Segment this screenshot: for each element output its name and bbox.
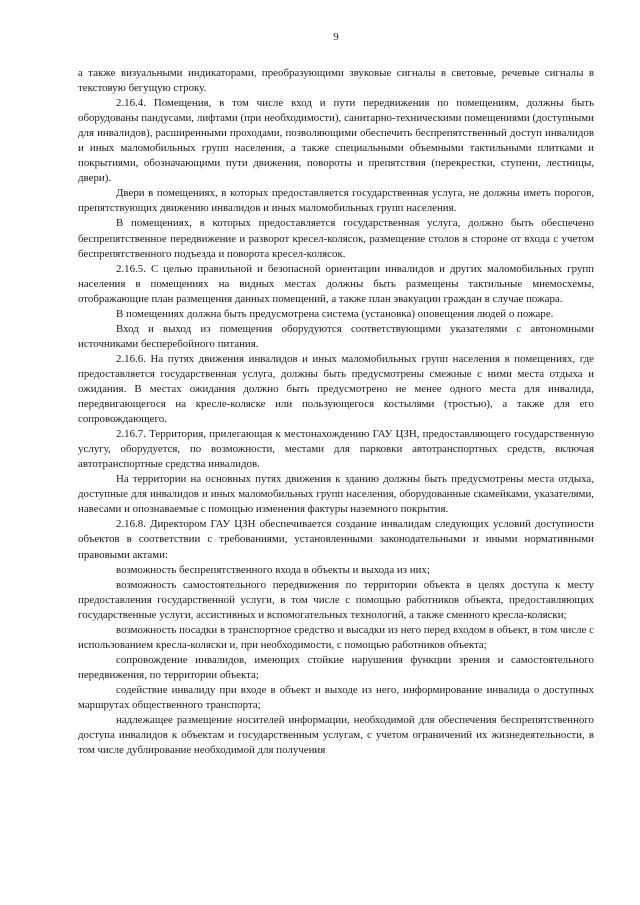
- list-item-assistance: содействие инвалиду при входе в объект и выходе из него, информирование инвалида о доступных маршрутах общественного транспорта;: [78, 683, 594, 711]
- paragraph-wheelchair-movement: В помещениях, в которых предоставляется государственная услуга, должно быть обеспечено беспрепятственное передвижение и разворот кресел-колясок, размещение столов в стороне от входа с учетом беспрепятственного подъезда и поворота кресел-колясок.: [78, 217, 594, 260]
- paragraph-2-16-4: 2.16.4. Помещения, в том числе вход и пути передвижения по помещениям, должны быть оборудованы пандусами, лифтами (при необходимости), санитарно-техническими помещениями (доступными для инвалидов), расширенными проходами, позволяющими обеспечить беспрепятственный доступ инвалидов и иных маломобильных групп населения, а также специальными объемными тактильными плитками и покрытиями, обозначающими пути движения, повороты и препятствия (перекрестки, ступени, лестницы, двери).: [78, 97, 594, 185]
- document-body: [78, 66, 594, 758]
- paragraph-2-16-6: 2.16.6. На путях движения инвалидов и иных маломобильных групп населения в помещениях, где предоставляется государственная услуга, должны быть предусмотрены смежные с ними места отдыха и ожидания. В местах ожидания должно быть предусмотрено не менее одного места для инвалида, передвигающегося на кресле-коляске или пользующегося костылями (тростью), а также для его сопровождающего.: [78, 352, 594, 426]
- paragraph-continuation: а также визуальными индикаторами, преобразующими звуковые сигналы в световые, речевые сигналы в текстовую бегущую строку.: [78, 67, 594, 95]
- paragraph-2-16-8: 2.16.8. Директором ГАУ ЦЗН обеспечивается создание инвалидам следующих условий доступности объектов в соответствии с требованиями, установленными законодательными и иными нормативными правовыми актами:: [78, 518, 594, 561]
- paragraph-fire-alarm: В помещениях должна быть предусмотрена система (установка) оповещения людей о пожаре.: [116, 307, 554, 320]
- list-item-vehicle-boarding: возможность посадки в транспортное средство и высадки из него перед входом в объект, в том числе с использованием кресла-коляски и, при необходимости, с помощью работников объекта;: [78, 623, 594, 651]
- paragraph-entrance-signs: Вход и выход из помещения оборудуются соответствующими указателями с автономными источниками бесперебойного питания.: [78, 322, 594, 350]
- list-item-entry-exit: возможность беспрепятственного входа в объекты и выхода из них;: [116, 563, 430, 576]
- paragraph-rest-places: На территории на основных путях движения к зданию должны быть предусмотрены места отдыха, доступные для инвалидов и иных маломобильных групп населения, оборудованные скамейками, указателями, навесами и опознаваемые с помощью изменения фактуры наземного покрытия.: [78, 473, 594, 516]
- paragraph-2-16-5: 2.16.5. С целью правильной и безопасной ориентации инвалидов и других маломобильных групп населения в помещениях на видных местах должны быть размещены тактильные мнемосхемы, отображающие план размещения данных помещений, а также план эвакуации граждан в случае пожара.: [78, 262, 594, 305]
- list-item-independent-movement: возможность самостоятельного передвижения по территории объекта в целях доступа к месту предоставления государственной услуги, в том числе с помощью работников объекта, предоставляющих государственные услуги, ассистивных и вспомогательных технологий, а также сменного кресла-коляски;: [78, 578, 594, 621]
- paragraph-doors: Двери в помещениях, в которых предоставляется государственная услуга, не должны иметь порогов, препятствующих движению инвалидов и иных маломобильных групп населения.: [78, 187, 594, 215]
- list-item-escort: сопровождение инвалидов, имеющих стойкие нарушения функции зрения и самостоятельного передвижения, по территории объекта;: [78, 653, 594, 681]
- paragraph-2-16-7: 2.16.7. Территория, прилегающая к местонахождению ГАУ ЦЗН, предоставляющего государственную услугу, оборудуется, по возможности, местами для парковки автотранспортных средств, включая автотранспортные средства инвалидов.: [78, 428, 594, 471]
- list-item-information-carriers: надлежащее размещение носителей информации, необходимой для обеспечения беспрепятственного доступа инвалидов к объектам и государственным услугам, с учетом ограничений их жизнедеятельности, в том числе дублирование необходимой для получения: [78, 714, 594, 757]
- page-number: 9: [333, 31, 339, 43]
